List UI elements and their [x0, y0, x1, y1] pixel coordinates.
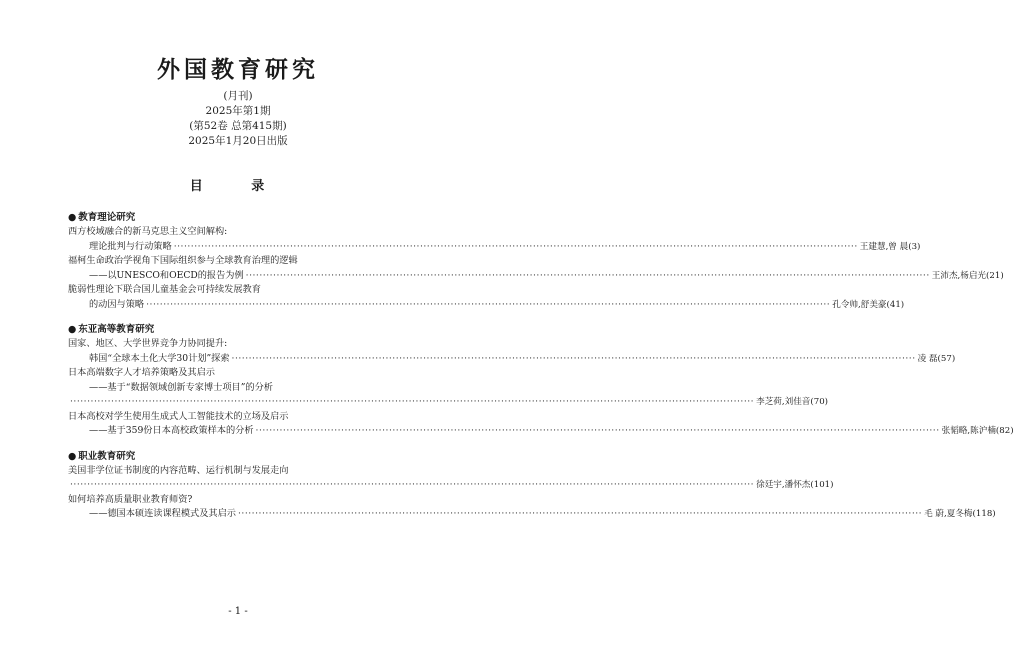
dot-leader: ········································································································································································································: [70, 396, 755, 407]
bullet-icon: ●: [68, 450, 77, 462]
dot-leader: ········································································································································································································: [245, 269, 930, 281]
entry-title-line: 如何培养高质量职业教育师资?: [68, 493, 193, 505]
entry-author-page: 孔令帅,舒美豪(41): [832, 299, 905, 310]
entry-title-line: 福柯生命政治学视角下国际组织参与全球教育治理的逻辑: [68, 255, 298, 266]
dot-leader: ········································································································································································································: [238, 508, 923, 519]
section-heading-text: 教育理论研究: [78, 212, 136, 223]
entry-leader-row: [68, 298, 905, 313]
entry-author-page: 王沛杰,杨启光(21): [931, 270, 1004, 281]
entry-title-line: ——以UNESCO和OECD的报告为例: [89, 269, 244, 281]
entry-leader-row: [68, 424, 1014, 439]
section-heading: [68, 323, 412, 337]
entry-title-line: 韩国“全球本土化大学30计划”探索: [89, 352, 230, 364]
entry-title-line: ——基于359份日本高校政策样本的分析: [89, 425, 254, 436]
toc-entry: [68, 337, 956, 366]
page-number: - 1 -: [228, 606, 248, 617]
entry-author-page: 凌 磊(57): [917, 353, 956, 364]
dot-leader: ········································································································································································································: [173, 240, 858, 252]
entry-leader-row: [68, 478, 834, 493]
toc-section: [68, 450, 996, 522]
entry-author-page: 李芝荷,刘佳音(70): [756, 397, 829, 407]
entry-leader-row: [68, 352, 956, 367]
entry-title-line: 日本高端数字人才培养策略及其启示: [68, 367, 215, 378]
entry-leader-row: [68, 240, 921, 255]
entry-leader-row: [68, 395, 829, 410]
bullet-icon: ●: [68, 324, 77, 335]
entry-title-line: 脆弱性理论下联合国儿童基金会可持续发展教育: [68, 284, 261, 295]
volume-number: (第52卷 总第415期): [189, 120, 287, 132]
entry-author-page: 徐廷宇,潘怀杰(101): [756, 480, 834, 490]
dot-leader: ········································································································································································································: [231, 352, 916, 364]
dot-leader: ········································································································································································································: [70, 479, 755, 490]
publication-date: 2025年1月20日出版: [188, 135, 288, 147]
dot-leader: ········································································································································································································: [146, 298, 831, 310]
frequency: (月刊): [223, 90, 253, 102]
toc-entry: [68, 254, 1004, 283]
entry-title-line: 美国非学位证书制度的内容范畴、运行机制与发展走向: [68, 464, 289, 476]
section-heading: [68, 450, 412, 464]
entry-leader-row: [68, 507, 996, 522]
toc-entry: [68, 283, 905, 312]
entry-title-line: 的动因与策略: [89, 298, 145, 310]
section-heading-text: 职业教育研究: [78, 450, 136, 462]
entry-title-line: 国家、地区、大学世界竞争力协同提升:: [68, 338, 228, 349]
entry-author-page: 毛 蔚,夏冬梅(118): [924, 509, 996, 519]
toc-entry: [68, 464, 834, 493]
entry-leader-row: [68, 269, 1004, 284]
dot-leader: ········································································································································································································: [255, 425, 940, 436]
entry-author-page: 王建慧,曾 晨(3): [859, 241, 921, 252]
section-heading: [68, 211, 412, 225]
section-heading-text: 东亚高等教育研究: [78, 324, 155, 335]
toc-heading: 目 录: [189, 179, 287, 194]
entry-title-line: ——基于“数据领域创新专家博士项目”的分析: [89, 381, 273, 393]
journal-title: 外国教育研究: [157, 56, 319, 83]
toc-section: [68, 211, 1004, 312]
masthead: [0, 56, 476, 149]
entry-title-line: 西方校域融合的新马克思主义空间解构:: [68, 226, 228, 237]
issue-number: 2025年第1期: [205, 105, 271, 117]
toc-section: [68, 323, 1014, 439]
entry-author-page: 张韬略,陈沪楠(82): [941, 426, 1014, 436]
toc-entry: [68, 225, 921, 254]
toc-entry: [68, 410, 1014, 439]
entry-title-line: ——德国本硕连读课程模式及其启示: [89, 508, 236, 519]
toc-entry: [68, 366, 829, 410]
entry-title-line: 理论批判与行动策略: [89, 240, 172, 252]
toc-entry: [68, 493, 996, 522]
table-of-contents: [68, 211, 1014, 533]
entry-title-line: 日本高校对学生使用生成式人工智能技术的立场及启示: [68, 410, 289, 422]
bullet-icon: ●: [68, 212, 77, 223]
